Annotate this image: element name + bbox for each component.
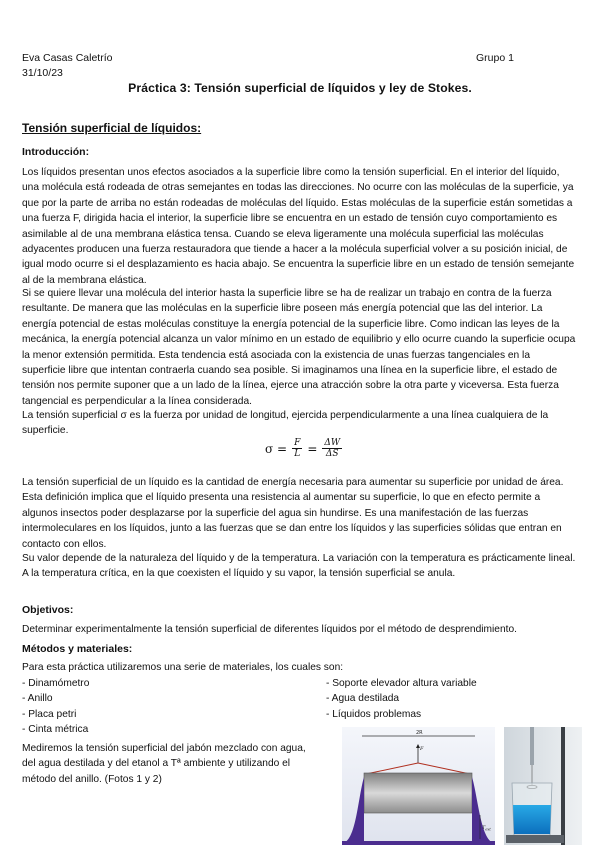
list-item: - Anillo xyxy=(22,693,53,705)
liquid-surface xyxy=(342,841,495,845)
ring-method-diagram xyxy=(342,727,495,845)
methods-heading: Métodos y materiales: xyxy=(22,643,133,655)
formula-equals: = xyxy=(307,441,318,456)
methods-text: Mediremos la tensión superficial del jabón mezclado con agua, del agua destilada y del etanol a Tª ambiente y utilizando el método del anillo. (Fotos 1 y 2) xyxy=(22,743,306,785)
work-area-fraction xyxy=(322,438,342,459)
objectives-text: Determinar experimentalmente la tensión superficial de diferentes líquidos por el método de desprendimiento. xyxy=(22,624,517,635)
list-item: - Placa petri xyxy=(22,708,77,720)
author-name: Eva Casas Caletrío xyxy=(22,52,113,64)
surface-tension-formula xyxy=(265,438,342,459)
fraction-denominator-l: L xyxy=(294,449,301,459)
intro-paragraph-5: Su valor depende de la naturaleza del líquido y de la temperatura. La variación con la temperatura es prácticamente lineal. A la temperatura crítica, en la que coexisten el líquido y su vapor, la tensión superficial se anula. xyxy=(22,553,576,580)
apparatus-photo xyxy=(504,727,582,845)
tension-label: $T_{ext}$ xyxy=(482,825,491,832)
lift-platform xyxy=(506,835,564,843)
intro-paragraph-3: La tensión superficial σ es la fuerza por unidad de longitud, ejercida perpendicularmente a una línea cualquiera de la superficie. xyxy=(22,410,549,437)
document-date: 31/10/23 xyxy=(22,67,63,79)
ring-body xyxy=(364,773,472,813)
section-heading: Tensión superficial de líquidos: xyxy=(22,121,202,135)
stand-rod xyxy=(561,727,565,845)
methods-intro: Para esta práctica utilizaremos una serie de materiales, los cuales son: xyxy=(22,662,344,673)
list-item: - Dinamómetro xyxy=(22,678,90,689)
materials-list-left xyxy=(22,676,89,738)
fraction-numerator-f: F xyxy=(294,438,301,448)
list-item: - Soporte elevador altura variable xyxy=(326,678,477,689)
list-item: - Líquidos problemas xyxy=(326,708,422,720)
objectives-heading: Objetivos: xyxy=(22,604,74,616)
fraction-numerator-dw: ΔW xyxy=(324,438,341,448)
intro-paragraph-1: Los líquidos presentan unos efectos asociados a la superficie libre como la tensión superficial. En el interior del líquido, una molécula está rodeada de otras semejantes en todas las direcciones. No ocurre con las moléculas de la superficie, ya que por la parte de arriba no están rodeadas de moléculas del líquido. Estas moléculas de la superficie están sometidas a una fuerza F, dirigida hacia el interior, la superficie libre se encuentra en un estado de tensión cuyo comportamiento es asimilable al de una membrana elástica tensa. Cuando se eleva ligeramente una molécula superficial las moléculas adyacentes producen una fuerza restauradora que tiende a hacer a la molécula superficial volver a su posición inicial, de igual modo ocurre si el desplazamiento es hacia abajo. Se encuentra la superficie libre en un estado de tensión semejante al de la membrana elástica. xyxy=(22,167,575,286)
dynamometer-tube xyxy=(530,727,534,765)
page-title: Práctica 3: Tensión superficial de líquidos y ley de Stokes. xyxy=(128,81,472,95)
diameter-label: 2R xyxy=(416,730,423,736)
fraction-denominator-ds: ΔS xyxy=(325,449,339,459)
list-item: - Agua destilada xyxy=(326,693,400,705)
group-label: Grupo 1 xyxy=(476,52,514,64)
list-item: - Cinta métrica xyxy=(22,724,89,736)
intro-paragraph-4: La tensión superficial de un líquido es la cantidad de energía necesaria para aumentar su superficie por unidad de área. Esta definición implica que el líquido presenta una resistencia al aumentar su superficie, lo que en efecto permite a algunos insectos poder desplazarse por la superficie del agua sin hundirse. Es una manifestación de las fuerzas intermoleculares en los líquidos, junto a las fuerzas que se dan entre los líquidos y las superficies sólidas que entran en contacto con ellos. xyxy=(22,477,564,550)
materials-list-right xyxy=(326,676,477,722)
force-length-fraction xyxy=(292,438,302,459)
beaker-liquid xyxy=(513,805,551,834)
intro-paragraph-2: Si se quiere llevar una molécula del interior hasta la superficie libre se ha de realizar un trabajo en contra de la fuerza resultante. De manera que las moléculas en la superficie libre poseen más energía potencial que las del interior. La energía potencial de estas moléculas constituye la energía potencial de la superficie libre. Como indican las leyes de la mecánica, la energía potencial alcanza un valor mínimo en un estado de equilibrio y ello ocurre cuando la superficie ocupa la menor extensión permitida. Esta tendencia está asociada con la existencia de unas fuerzas tangenciales en la superficie libre que intentan contraerla cuando sea posible. Si imaginamos una línea en la superficie libre, el estado de tensión nos permite suponer que a un lado de la línea, ejerce una atracción sobre la otra parte y viceversa. Esta fuerza tangencial es perpendicular a la línea considerada. xyxy=(22,288,576,407)
intro-heading: Introducción: xyxy=(22,146,90,158)
formula-lhs: σ = xyxy=(265,441,288,456)
force-label: F xyxy=(420,746,424,752)
